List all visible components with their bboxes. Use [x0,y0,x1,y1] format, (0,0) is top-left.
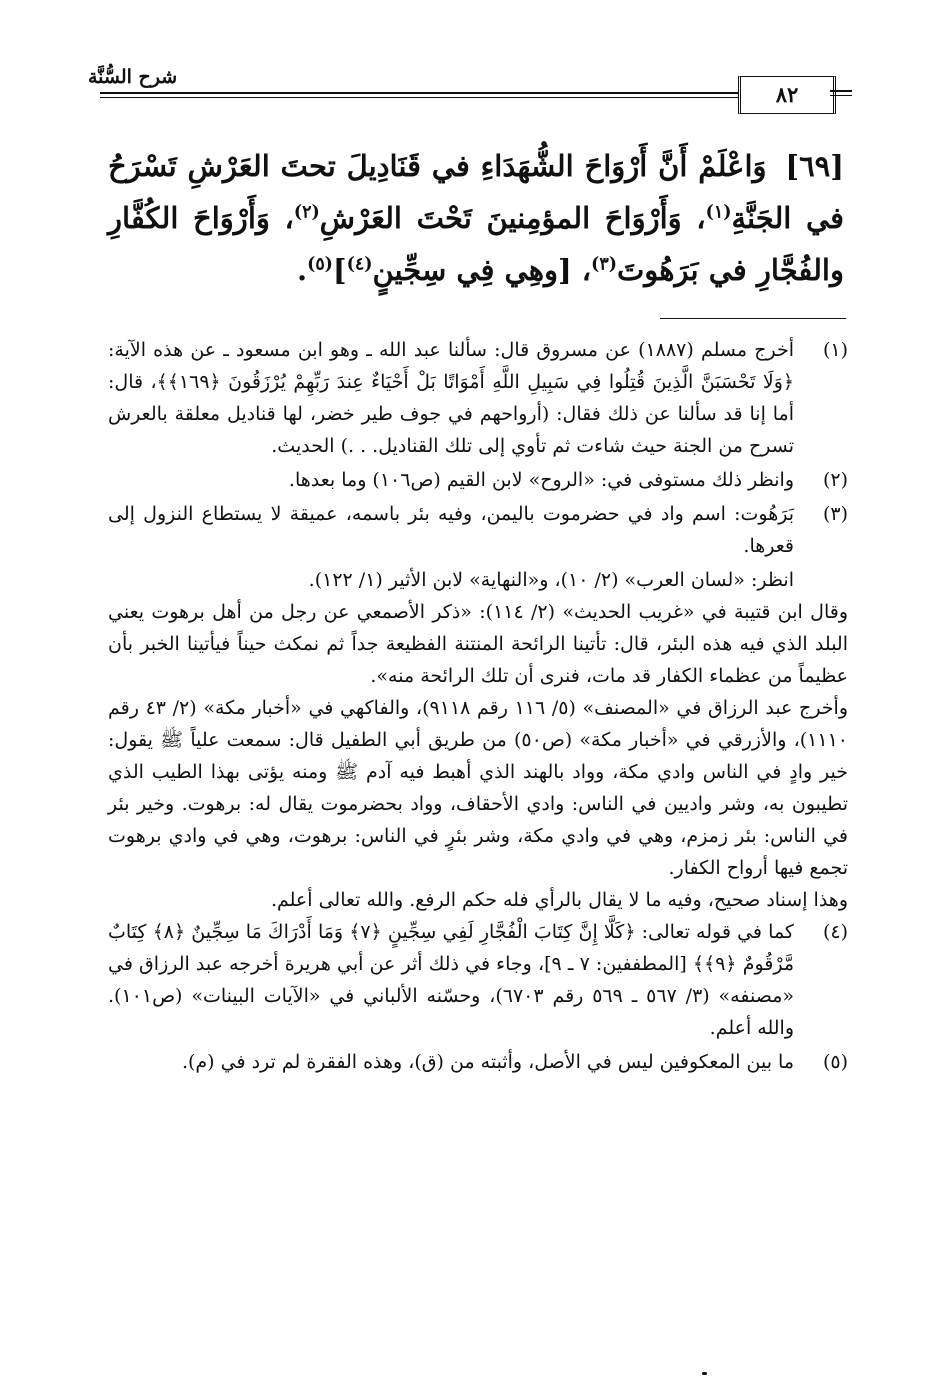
main-text-segment: ، [وهِي فِي سِجِّينٍ [372,253,592,287]
footnote-body [108,498,794,562]
main-text-segment: . [296,253,308,287]
footnote-text: كما في قوله تعالى: ﴿كَلَّا إِنَّ كِتَابَ الْفُجَّارِ لَفِي سِجِّينٍ ﴿٧﴾ وَمَا أَدْرَاكَ مَا سِجِّينٌ ﴿٨﴾ كِتَابٌ مَّرْقُومٌ ﴿٩﴾﴾ [المطففين: ٧ ـ ٩]، وجاء في ذلك أثر عن أبي هريرة أخرجه عبد الرزاق في «مصنفه» (٣/ ٥٦٧ ـ ٥٦٩ رقم ٦٧٠٣)، وحسّنه الألباني في «الآيات البينات» (ص١٠١). والله أعلم. [108,921,795,1039]
footnote-ref[interactable]: (١) [705,202,732,223]
footnotes [108,334,848,1080]
footnote-body [108,334,794,462]
page-speck [702,1372,707,1375]
paragraph-number: [٦٩] [785,149,844,183]
footnote-text: أخرج مسلم (١٨٨٧) عن مسروق قال: سألنا عبد الله ـ وهو ابن مسعود ـ عن هذه الآية: ﴿وَلَا تَحْسَبَنَّ الَّذِينَ قُتِلُوا فِي سَبِيلِ اللَّهِ أَمْوَاتًا بَلْ أَحْيَاءٌ عِندَ رَبِّهِمْ يُرْزَقُونَ ﴿١٦٩﴾﴾، قال: أما إنا قد سألنا عن ذلك فقال: (أرواحهم في جوف طير خضر، لها قناديل معلقة بالعرش تسرح من الجنة حيث شاءت ثم تأوي إلى تلك القناديل. . .) الحديث. [108,339,794,457]
footnote-ref[interactable]: (٤) [346,254,373,275]
footnote-text: انظر: «لسان العرب» (٢/ ١٠)، و«النهاية» لابن الأثير (١/ ١٢٢). [308,569,794,591]
footnote-2 [108,464,848,496]
footnote-number: (٢) [822,469,848,491]
footnote-number: (١) [822,339,848,361]
footnote-number: (٣) [822,503,848,525]
footnote-ref[interactable]: (٢) [293,202,320,223]
footnote-body [108,464,794,496]
header-rule-tail [830,90,852,96]
main-text-segment: ، وَأَرْوَاحَ الكُفَّارِ والفُجَّارِ في بَرَهُوتَ [108,201,844,287]
running-title: شرح السُّنَّة [88,66,178,88]
main-text [108,140,844,296]
footnote-text: ما بين المعكوفين ليس في الأصل، وأثبته من (ق)، وهذه الفقرة لم ترد في (م). [181,1051,794,1073]
footnote-1 [108,334,848,462]
footnote-text: وأخرج عبد الرزاق في «المصنف» (٥/ ١١٦ رقم ٩١١٨)، والفاكهي في «أخبار مكة» (٢/ ٤٣ رقم ١١١٠)، والأزرقي في «أخبار مكة» (ص٥٠) من طريق أبي الطفيل قال: سمعت علياً ﷺ يقول: خير وادٍ في الناس وادي مكة، وواد بالهند الذي أهبط فيه آدم ﷺ ومنه يؤتى بهذا الطيب الذي تطيبون به، وشر واديين في الناس: وادي الأحقاف، وواد بحضرموت يقال له: برهوت. وخير بئر في الناس: بئر زمزم، وهي في وادي مكة، وشر بئرٍ في الناس: برهوت، وهي في وادي برهوت تجمع فيها أرواح الكفار. [108,697,848,879]
footnote-5 [108,1046,848,1078]
main-text-segment: وَاعْلَمْ أَنَّ أَرْوَاحَ الشُّهَدَاءِ في قَنَادِيلَ تحتَ العَرْشِ تَسْرَحُ في الجَنَّةِ [108,149,844,235]
main-text-segment: ، وَأَرْوَاحَ المؤمِنينَ تَحْتَ العَرْشِ [319,201,706,235]
footnote-text: وقال ابن قتيبة في «غريب الحديث» (٢/ ١١٤): «ذكر الأصمعي عن رجل من أهل برهوت يعني البلد الذي فيه هذه البئر، قال: تأتينا الرائحة المنتنة الفظيعة جداً ثم نمكث حيناً فيأتينا الخبر بأن عظيماً من عظماء الكفار قد مات، فنرى أن تلك الرائحة منه». [108,601,848,687]
footnote-separator [660,318,846,319]
footnote-text: بَرَهُوت: اسم واد في حضرموت باليمن، وفيه بئر باسمه، عميقة لا يستطاع النزول إلى قعرها. [108,503,794,557]
footnote-ref[interactable]: (٣) [591,254,617,275]
main-text-segment: ] [332,253,347,287]
footnote-number: (٥) [822,1051,848,1073]
footnote-text: وانظر ذلك مستوفى في: «الروح» لابن القيم (ص١٠٦) وما بعدها. [288,469,794,491]
footnote-text: وهذا إسناد صحيح، وفيه ما لا يقال بالرأي فله حكم الرفع. والله تعالى أعلم. [270,889,848,911]
page-number: ٨٢ [738,76,836,114]
footnote-body [108,916,794,1044]
header-rule [100,92,832,98]
footnote-ref[interactable]: (٥) [307,254,333,275]
footnote-number: (٤) [822,921,848,943]
footnote-3 [108,498,848,562]
footnote-4 [108,916,848,1044]
footnote-body [108,1046,794,1078]
footnote-3-continuation [108,564,848,916]
